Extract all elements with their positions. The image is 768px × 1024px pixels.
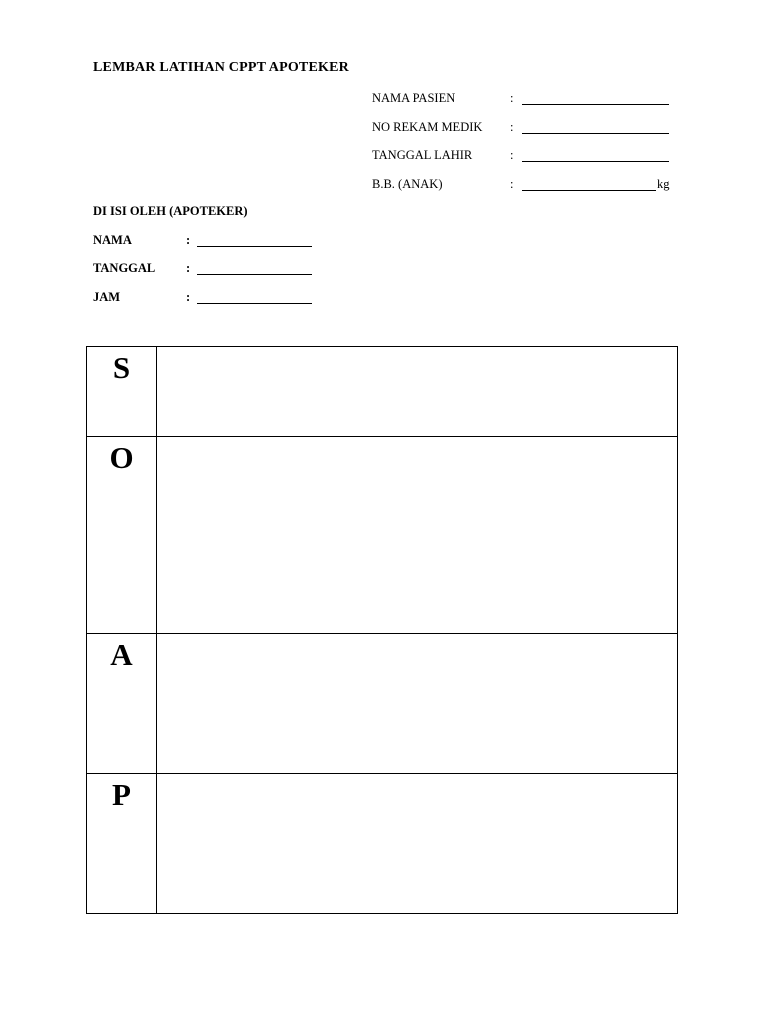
child-weight-colon: : [510,177,514,191]
medical-record-colon: : [510,120,514,134]
apoteker-date-field [93,261,323,279]
apoteker-name-field [93,233,323,251]
soap-subjective-cell[interactable] [157,347,678,437]
apoteker-section-heading: DI ISI OLEH (APOTEKER) [93,204,248,218]
child-weight-field [372,177,692,195]
patient-name-field [372,91,692,109]
birth-date-field [372,148,692,166]
soap-letter-s: S [87,347,157,437]
soap-objective-cell[interactable] [157,437,678,634]
soap-letter-a: A [87,634,157,774]
medical-record-blank[interactable] [522,133,669,134]
apoteker-name-label: NAMA [93,233,132,247]
patient-name-blank[interactable] [522,104,669,105]
apoteker-name-colon: : [186,233,191,247]
soap-row-assessment [87,634,678,774]
weight-unit: kg [657,177,670,191]
soap-letter-o: O [87,437,157,634]
apoteker-time-blank[interactable] [197,303,312,304]
child-weight-blank[interactable] [522,190,656,191]
soap-row-subjective [87,347,678,437]
apoteker-time-label: JAM [93,290,121,304]
soap-row-objective [87,437,678,634]
soap-assessment-cell[interactable] [157,634,678,774]
apoteker-time-field [93,290,323,308]
birth-date-blank[interactable] [522,161,669,162]
apoteker-date-blank[interactable] [197,274,312,275]
soap-table [86,346,678,914]
soap-plan-cell[interactable] [157,774,678,914]
medical-record-field [372,120,692,138]
apoteker-date-colon: : [186,261,191,275]
patient-name-label: NAMA PASIEN [372,91,456,105]
apoteker-name-blank[interactable] [197,246,312,247]
medical-record-label: NO REKAM MEDIK [372,120,483,134]
child-weight-label: B.B. (ANAK) [372,177,443,191]
apoteker-time-colon: : [186,290,191,304]
birth-date-label: TANGGAL LAHIR [372,148,473,162]
soap-row-plan [87,774,678,914]
page-title: LEMBAR LATIHAN CPPT APOTEKER [93,60,349,75]
birth-date-colon: : [510,148,514,162]
apoteker-date-label: TANGGAL [93,261,156,275]
soap-letter-p: P [87,774,157,914]
patient-name-colon: : [510,91,514,105]
